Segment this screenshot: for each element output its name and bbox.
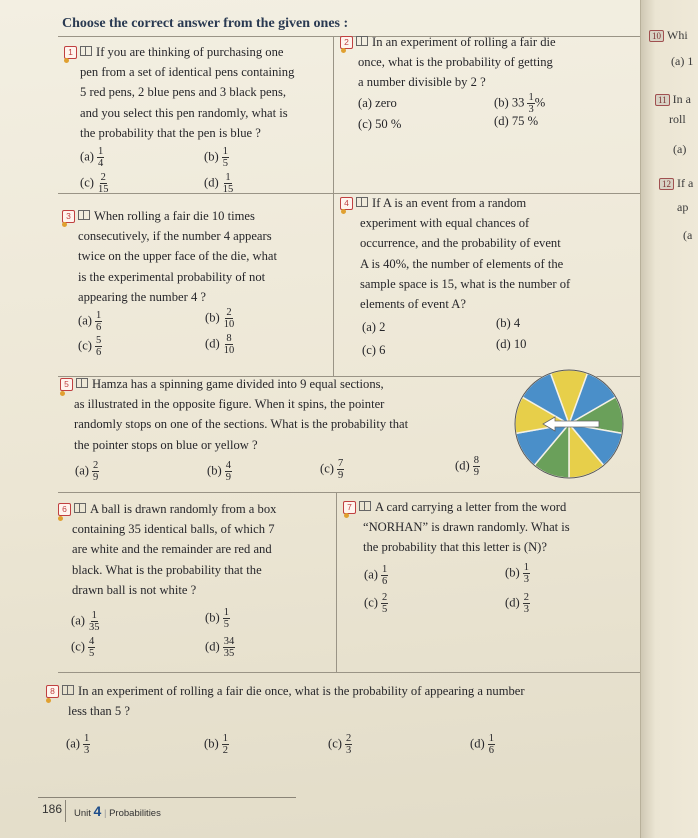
question-4: 4 If A is an event from a random experiment with equal chances of occurrence, and the probability of event A is 40%, the number of elements of the sample space is 15, what is the number of elements of event A? — [340, 193, 640, 314]
q8-option-b[interactable]: (b) $\frac{1}{2}$ — [204, 733, 228, 756]
book-icon — [359, 501, 371, 511]
q6-option-b[interactable]: (b) $\frac{1}{5}$ — [205, 607, 229, 630]
question-number: 4 — [340, 197, 353, 210]
row-rule-4 — [58, 672, 643, 673]
q7-option-d[interactable]: (d) $\frac{2}{3}$ — [505, 592, 529, 615]
q5-option-d[interactable]: (d) $\frac{8}{9}$ — [455, 455, 479, 478]
q8-option-a[interactable]: (a) $\frac{1}{3}$ — [66, 733, 90, 756]
question-number: 7 — [343, 501, 356, 514]
q2-option-d[interactable]: (d) 75 % — [494, 114, 539, 128]
question-number: 8 — [46, 685, 59, 698]
bullet-dot — [58, 516, 63, 521]
q7-option-b[interactable]: (b) $\frac{1}{3}$ — [505, 562, 529, 585]
book-icon — [80, 46, 92, 56]
book-icon — [76, 378, 88, 388]
question-1: 1 If you are thinking of purchasing one pen from a set of identical pens containing 5 red pens, 2 blue pens and 3 black pens, and you select this pen randomly, what is the probability that the pen is blue ? — [64, 42, 332, 143]
book-icon — [356, 36, 368, 46]
bullet-dot — [62, 222, 67, 227]
q2-option-c[interactable]: (c) 50 % — [358, 117, 402, 131]
unit-number: 4 — [93, 803, 102, 819]
question-number: 2 — [340, 36, 353, 49]
q5-option-b[interactable]: (b) $\frac{4}{9}$ — [207, 460, 231, 483]
book-icon — [356, 197, 368, 207]
q1-option-a[interactable]: (a) $\frac{1}{4}$ — [80, 146, 104, 169]
page-number: 186 — [42, 802, 63, 816]
q4-option-a[interactable]: (a) 2 — [362, 320, 386, 334]
q1-option-b[interactable]: (b) $\frac{1}{5}$ — [204, 146, 228, 169]
question-8: 8 In an experiment of rolling a fair die once, what is the probability of appearing a number less than 5 ? — [46, 681, 640, 721]
bullet-dot — [341, 48, 346, 53]
instructions-heading: Choose the correct answer from the given ones : — [62, 16, 349, 31]
q7-option-c[interactable]: (c) $\frac{2}{5}$ — [364, 592, 388, 615]
footer-rule — [38, 797, 296, 798]
unit-label: Unit 4 | Probabilities — [74, 803, 161, 819]
row-rule-3 — [58, 492, 643, 493]
q6-option-d[interactable]: (d) $\frac{34}{35}$ — [205, 636, 235, 659]
column-divider-bottom — [336, 492, 337, 672]
question-3: 3 When rolling a fair die 10 times consecutively, if the number 4 appears twice on the upper face of the die, what is the experimental probability of not appearing the number 4 ? — [62, 206, 330, 307]
q8-option-d[interactable]: (d) $\frac{1}{6}$ — [470, 733, 494, 756]
question-6: 6 A ball is drawn randomly from a box containing 35 identical balls, of which 7 are white and the remainder are red and black. What is the probability that the drawn ball is not white ? — [58, 499, 336, 600]
question-number: 5 — [60, 378, 73, 391]
q1-option-d[interactable]: (d) $\frac{1}{15}$ — [204, 172, 234, 195]
q3-option-b[interactable]: (b) $\frac{2}{10}$ — [205, 307, 235, 330]
q2-option-a[interactable]: (a) zero — [358, 96, 397, 110]
bullet-dot — [46, 698, 51, 703]
q6-option-c[interactable]: (c) $\frac{4}{5}$ — [71, 636, 95, 659]
q7-option-a[interactable]: (a) $\frac{1}{6}$ — [364, 564, 388, 587]
q5-option-c[interactable]: (c) $\frac{7}{9}$ — [320, 458, 344, 481]
q4-option-b[interactable]: (b) 4 — [496, 316, 521, 330]
book-icon — [78, 210, 90, 220]
q4-option-c[interactable]: (c) 6 — [362, 343, 386, 357]
question-5: 5 Hamza has a spinning game divided into 9 equal sections, as illustrated in the opposite figure. When it spins, the pointer randomly stops on one of the sections. What is the probability that the pointer stops on blue or yellow ? — [60, 374, 510, 455]
question-2: 2 In an experiment of rolling a fair die once, what is the probability of getting a number divisible by 2 ? — [340, 32, 640, 93]
facing-page-edge: 10 Whi (a) 1 11 In a roll (a) 12 If a ap (a — [640, 0, 698, 838]
q3-option-c[interactable]: (c) $\frac{5}{6}$ — [78, 335, 102, 358]
bullet-dot — [60, 391, 65, 396]
q2-option-b[interactable]: (b) 33 $\frac{1}{3}$ % — [494, 92, 546, 115]
bullet-dot — [64, 58, 69, 63]
book-icon — [62, 685, 74, 695]
q5-option-a[interactable]: (a) $\frac{2}{9}$ — [75, 460, 99, 483]
bullet-dot — [341, 209, 346, 214]
column-divider-top — [333, 36, 334, 376]
q4-option-d[interactable]: (d) 10 — [496, 337, 527, 351]
spinner-figure — [513, 368, 625, 480]
question-number: 3 — [62, 210, 75, 223]
footer-divider — [65, 800, 66, 822]
q3-option-a[interactable]: (a) $\frac{1}{6}$ — [78, 310, 102, 333]
q1-option-c[interactable]: (c) $\frac{2}{15}$ — [80, 172, 109, 195]
question-number: 6 — [58, 503, 71, 516]
q8-option-c[interactable]: (c) $\frac{2}{3}$ — [328, 733, 352, 756]
q6-option-a[interactable]: (a) $\frac{1}{35}$ — [71, 610, 100, 633]
bullet-dot — [344, 513, 349, 518]
question-7: 7 A card carrying a letter from the word “NORHAN” is drawn randomly. What is the probability that this letter is (N)? — [343, 497, 639, 558]
q3-option-d[interactable]: (d) $\frac{8}{10}$ — [205, 333, 235, 356]
book-icon — [74, 503, 86, 513]
question-number: 1 — [64, 46, 77, 59]
unit-title: Probabilities — [109, 808, 161, 819]
